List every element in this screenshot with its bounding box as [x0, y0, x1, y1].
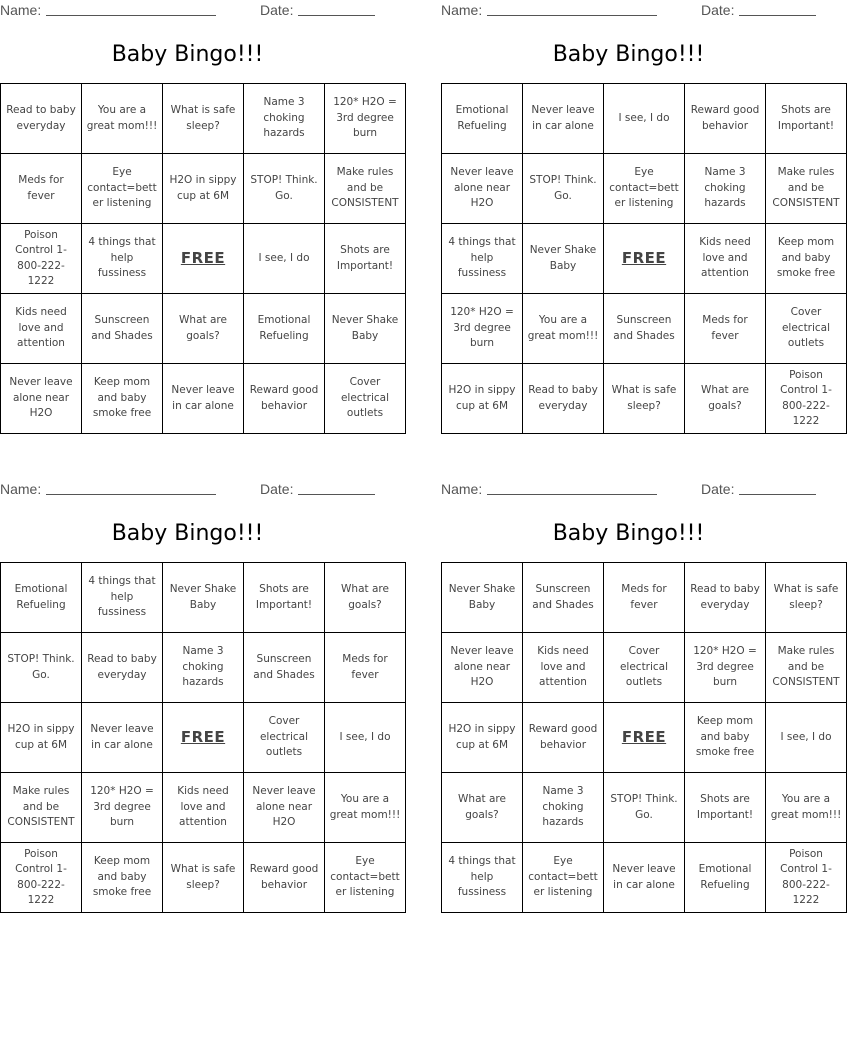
- bingo-cell: What are goals?: [325, 563, 406, 633]
- bingo-cell: Never leave alone near H2O: [442, 154, 523, 224]
- bingo-cell: You are a great mom!!!: [82, 84, 163, 154]
- bingo-row: [442, 563, 847, 633]
- bingo-cell: H2O in sippy cup at 6M: [442, 703, 523, 773]
- bingo-cell: Reward good behavior: [244, 364, 325, 434]
- bingo-cell: H2O in sippy cup at 6M: [442, 364, 523, 434]
- bingo-row: [1, 154, 406, 224]
- bingo-cell: Sunscreen and Shades: [523, 563, 604, 633]
- bingo-cell: Cover electrical outlets: [766, 294, 847, 364]
- bingo-cell: Eye contact=better listening: [325, 843, 406, 913]
- date-label: Date:: [701, 2, 735, 18]
- card-title: Baby Bingo!!!: [111, 42, 264, 67]
- date-input-line: [739, 494, 816, 495]
- bingo-cell: Kids need love and attention: [163, 773, 244, 843]
- bingo-cell: 4 things that help fussiness: [82, 224, 163, 294]
- date-label: Date:: [260, 481, 294, 497]
- name-label: Name:: [441, 2, 483, 18]
- bingo-cell: STOP! Think. Go.: [523, 154, 604, 224]
- bingo-row: [442, 294, 847, 364]
- bingo-cell: You are a great mom!!!: [766, 773, 847, 843]
- bingo-cell: Kids need love and attention: [1, 294, 82, 364]
- name-label: Name:: [0, 481, 42, 497]
- name-input-line: [487, 494, 657, 495]
- bingo-cell: Poison Control 1-800-222-1222: [1, 843, 82, 913]
- bingo-cell: I see, I do: [604, 84, 685, 154]
- bingo-cell: Emotional Refueling: [244, 294, 325, 364]
- bingo-row: [442, 843, 847, 913]
- bingo-cell: Eye contact=better listening: [523, 843, 604, 913]
- bingo-cell: Read to baby everyday: [82, 633, 163, 703]
- bingo-row: [1, 703, 406, 773]
- name-label: Name:: [441, 481, 483, 497]
- date-input-line: [298, 494, 375, 495]
- bingo-cell: Sunscreen and Shades: [604, 294, 685, 364]
- bingo-cell: I see, I do: [244, 224, 325, 294]
- bingo-row: [442, 364, 847, 434]
- bingo-cell: Never leave in car alone: [163, 364, 244, 434]
- date-input-line: [298, 15, 375, 16]
- bingo-cell: Never Shake Baby: [325, 294, 406, 364]
- free-space-cell: FREE: [163, 703, 244, 773]
- bingo-row: [1, 294, 406, 364]
- bingo-cell: Sunscreen and Shades: [82, 294, 163, 364]
- bingo-cell: Meds for fever: [604, 563, 685, 633]
- bingo-cell: What are goals?: [442, 773, 523, 843]
- bingo-cell: Kids need love and attention: [685, 224, 766, 294]
- card-header: [0, 0, 375, 22]
- bingo-cell: STOP! Think. Go.: [1, 633, 82, 703]
- bingo-cell: 120* H2O = 3rd degree burn: [325, 84, 406, 154]
- bingo-row: [1, 633, 406, 703]
- bingo-cell: Poison Control 1-800-222-1222: [766, 364, 847, 434]
- bingo-cell: Name 3 choking hazards: [685, 154, 766, 224]
- bingo-row: [1, 84, 406, 154]
- bingo-cell: Reward good behavior: [685, 84, 766, 154]
- bingo-cell: 4 things that help fussiness: [82, 563, 163, 633]
- bingo-cell: Poison Control 1-800-222-1222: [1, 224, 82, 294]
- bingo-cell: 4 things that help fussiness: [442, 224, 523, 294]
- bingo-cell: Never Shake Baby: [163, 563, 244, 633]
- bingo-cell: Make rules and be CONSISTENT: [1, 773, 82, 843]
- bingo-cell: Reward good behavior: [523, 703, 604, 773]
- bingo-cell: Never Shake Baby: [523, 224, 604, 294]
- bingo-cell: Make rules and be CONSISTENT: [766, 633, 847, 703]
- card-header: [0, 479, 375, 501]
- bingo-cell: Meds for fever: [685, 294, 766, 364]
- bingo-cell: Cover electrical outlets: [604, 633, 685, 703]
- bingo-cell: Eye contact=better listening: [82, 154, 163, 224]
- bingo-cell: What is safe sleep?: [163, 84, 244, 154]
- bingo-row: [442, 703, 847, 773]
- bingo-grid: [441, 83, 847, 434]
- bingo-cell: Shots are Important!: [766, 84, 847, 154]
- free-space-cell: FREE: [604, 224, 685, 294]
- bingo-cell: H2O in sippy cup at 6M: [1, 703, 82, 773]
- name-label: Name:: [0, 2, 42, 18]
- bingo-row: [442, 224, 847, 294]
- bingo-cell: STOP! Think. Go.: [244, 154, 325, 224]
- bingo-cell: I see, I do: [766, 703, 847, 773]
- bingo-row: [442, 84, 847, 154]
- card-header: [441, 0, 816, 22]
- bingo-cell: Cover electrical outlets: [244, 703, 325, 773]
- bingo-cell: Make rules and be CONSISTENT: [325, 154, 406, 224]
- date-label: Date:: [701, 481, 735, 497]
- bingo-cell: 4 things that help fussiness: [442, 843, 523, 913]
- bingo-cell: Shots are Important!: [325, 224, 406, 294]
- bingo-cell: Meds for fever: [325, 633, 406, 703]
- bingo-grid: [441, 562, 847, 913]
- bingo-row: [442, 633, 847, 703]
- bingo-cell: Eye contact=better listening: [604, 154, 685, 224]
- bingo-cell: You are a great mom!!!: [325, 773, 406, 843]
- bingo-cell: What is safe sleep?: [163, 843, 244, 913]
- bingo-cell: What is safe sleep?: [766, 563, 847, 633]
- bingo-cell: Cover electrical outlets: [325, 364, 406, 434]
- bingo-cell: 120* H2O = 3rd degree burn: [685, 633, 766, 703]
- bingo-cell: Keep mom and baby smoke free: [82, 843, 163, 913]
- free-space-cell: FREE: [604, 703, 685, 773]
- bingo-row: [1, 563, 406, 633]
- bingo-cell: Read to baby everyday: [685, 563, 766, 633]
- bingo-grid: [0, 83, 406, 434]
- bingo-cell: Never leave alone near H2O: [244, 773, 325, 843]
- free-space-cell: FREE: [163, 224, 244, 294]
- bingo-cell: Keep mom and baby smoke free: [82, 364, 163, 434]
- bingo-row: [1, 364, 406, 434]
- bingo-cell: Poison Control 1-800-222-1222: [766, 843, 847, 913]
- bingo-cell: Never leave in car alone: [82, 703, 163, 773]
- bingo-cell: Kids need love and attention: [523, 633, 604, 703]
- bingo-cell: Never leave alone near H2O: [442, 633, 523, 703]
- bingo-cell: Name 3 choking hazards: [523, 773, 604, 843]
- bingo-cell: Shots are Important!: [244, 563, 325, 633]
- bingo-cell: You are a great mom!!!: [523, 294, 604, 364]
- name-input-line: [487, 15, 657, 16]
- bingo-cell: Name 3 choking hazards: [244, 84, 325, 154]
- bingo-cell: Reward good behavior: [244, 843, 325, 913]
- bingo-cell: Never leave alone near H2O: [1, 364, 82, 434]
- name-input-line: [46, 15, 216, 16]
- bingo-cell: Never leave in car alone: [523, 84, 604, 154]
- bingo-cell: Emotional Refueling: [442, 84, 523, 154]
- card-header: [441, 479, 816, 501]
- date-label: Date:: [260, 2, 294, 18]
- bingo-cell: Emotional Refueling: [685, 843, 766, 913]
- bingo-cell: Read to baby everyday: [523, 364, 604, 434]
- bingo-cell: Shots are Important!: [685, 773, 766, 843]
- bingo-cell: I see, I do: [325, 703, 406, 773]
- bingo-cell: H2O in sippy cup at 6M: [163, 154, 244, 224]
- card-title: Baby Bingo!!!: [111, 521, 264, 546]
- card-title: Baby Bingo!!!: [552, 42, 705, 67]
- bingo-cell: Name 3 choking hazards: [163, 633, 244, 703]
- bingo-row: [1, 224, 406, 294]
- bingo-cell: What are goals?: [163, 294, 244, 364]
- bingo-cell: Make rules and be CONSISTENT: [766, 154, 847, 224]
- bingo-row: [1, 773, 406, 843]
- bingo-cell: What is safe sleep?: [604, 364, 685, 434]
- date-input-line: [739, 15, 816, 16]
- bingo-row: [442, 154, 847, 224]
- bingo-cell: What are goals?: [685, 364, 766, 434]
- bingo-grid: [0, 562, 406, 913]
- bingo-cell: STOP! Think. Go.: [604, 773, 685, 843]
- bingo-cell: Keep mom and baby smoke free: [766, 224, 847, 294]
- bingo-cell: Emotional Refueling: [1, 563, 82, 633]
- bingo-cell: Never Shake Baby: [442, 563, 523, 633]
- bingo-cell: Read to baby everyday: [1, 84, 82, 154]
- bingo-cell: Never leave in car alone: [604, 843, 685, 913]
- bingo-cell: Meds for fever: [1, 154, 82, 224]
- bingo-row: [1, 843, 406, 913]
- bingo-cell: Sunscreen and Shades: [244, 633, 325, 703]
- bingo-cell: Keep mom and baby smoke free: [685, 703, 766, 773]
- bingo-row: [442, 773, 847, 843]
- bingo-cell: 120* H2O = 3rd degree burn: [82, 773, 163, 843]
- name-input-line: [46, 494, 216, 495]
- card-title: Baby Bingo!!!: [552, 521, 705, 546]
- bingo-cell: 120* H2O = 3rd degree burn: [442, 294, 523, 364]
